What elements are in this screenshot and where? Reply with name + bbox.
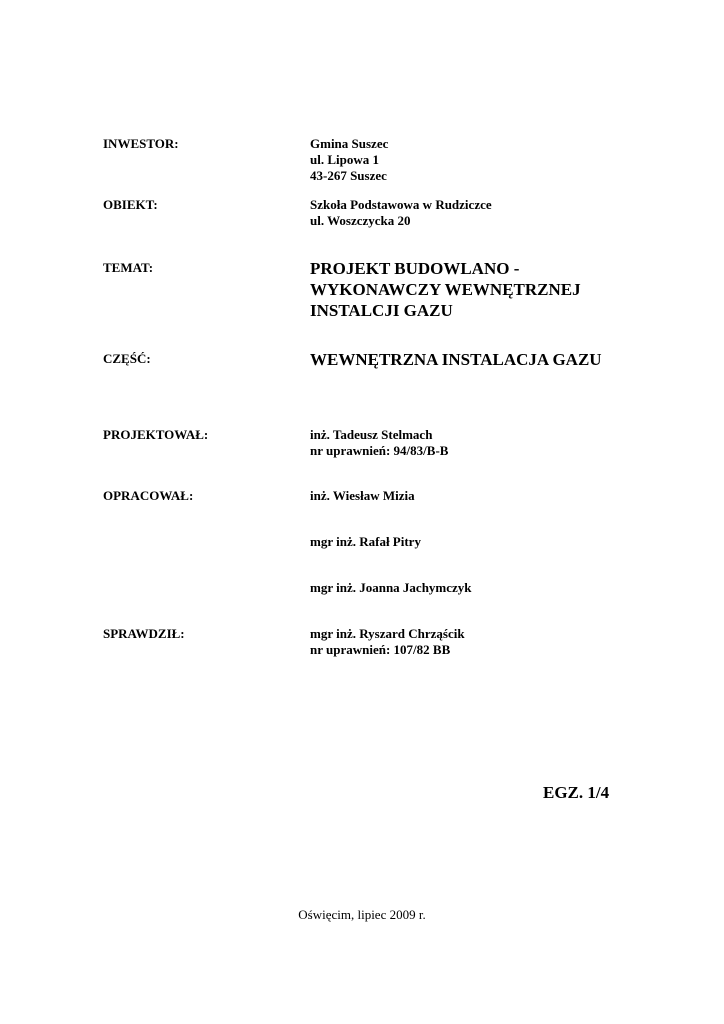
- investor-street: ul. Lipowa 1: [310, 152, 379, 167]
- place-date-footer: Oświęcim, lipiec 2009 r.: [298, 907, 426, 922]
- czesc-label: CZĘŚĆ:: [103, 351, 151, 366]
- obiekt-street: ul. Woszczycka 20: [310, 213, 411, 228]
- temat-line-1: PROJEKT BUDOWLANO -: [310, 259, 520, 278]
- projektowal-value: [310, 427, 448, 459]
- obiekt-label: OBIEKT:: [103, 197, 158, 212]
- investor-value: [310, 136, 388, 184]
- projektowal-name: inż. Tadeusz Stelmach: [310, 427, 433, 442]
- investor-label: INWESTOR:: [103, 136, 179, 151]
- sprawdzil-value: [310, 626, 465, 658]
- temat-value: [310, 258, 581, 321]
- investor-city: 43-267 Suszec: [310, 168, 387, 183]
- obiekt-name: Szkoła Podstawowa w Rudziczce: [310, 197, 492, 212]
- temat-label: TEMAT:: [103, 260, 154, 275]
- sprawdzil-label: SPRAWDZIŁ:: [103, 626, 185, 641]
- copy-number: EGZ. 1/4: [543, 783, 610, 802]
- investor-name: Gmina Suszec: [310, 136, 389, 151]
- temat-line-3: INSTALCJI GAZU: [310, 301, 453, 320]
- opracowal-label: OPRACOWAŁ:: [103, 488, 194, 503]
- opracowal-person-3: mgr inż. Joanna Jachymczyk: [310, 580, 472, 595]
- projektowal-label: PROJEKTOWAŁ:: [103, 427, 209, 442]
- opracowal-person-2: mgr inż. Rafał Pitry: [310, 534, 421, 549]
- sprawdzil-name: mgr inż. Ryszard Chrząścik: [310, 626, 465, 641]
- opracowal-person-1: inż. Wiesław Mizia: [310, 488, 415, 503]
- sprawdzil-license: nr uprawnień: 107/82 BB: [310, 642, 451, 657]
- projektowal-license: nr uprawnień: 94/83/B-B: [310, 443, 449, 458]
- temat-line-2: WYKONAWCZY WEWNĘTRZNEJ: [310, 280, 581, 299]
- czesc-value: WEWNĘTRZNA INSTALACJA GAZU: [310, 350, 602, 369]
- obiekt-value: [310, 197, 492, 229]
